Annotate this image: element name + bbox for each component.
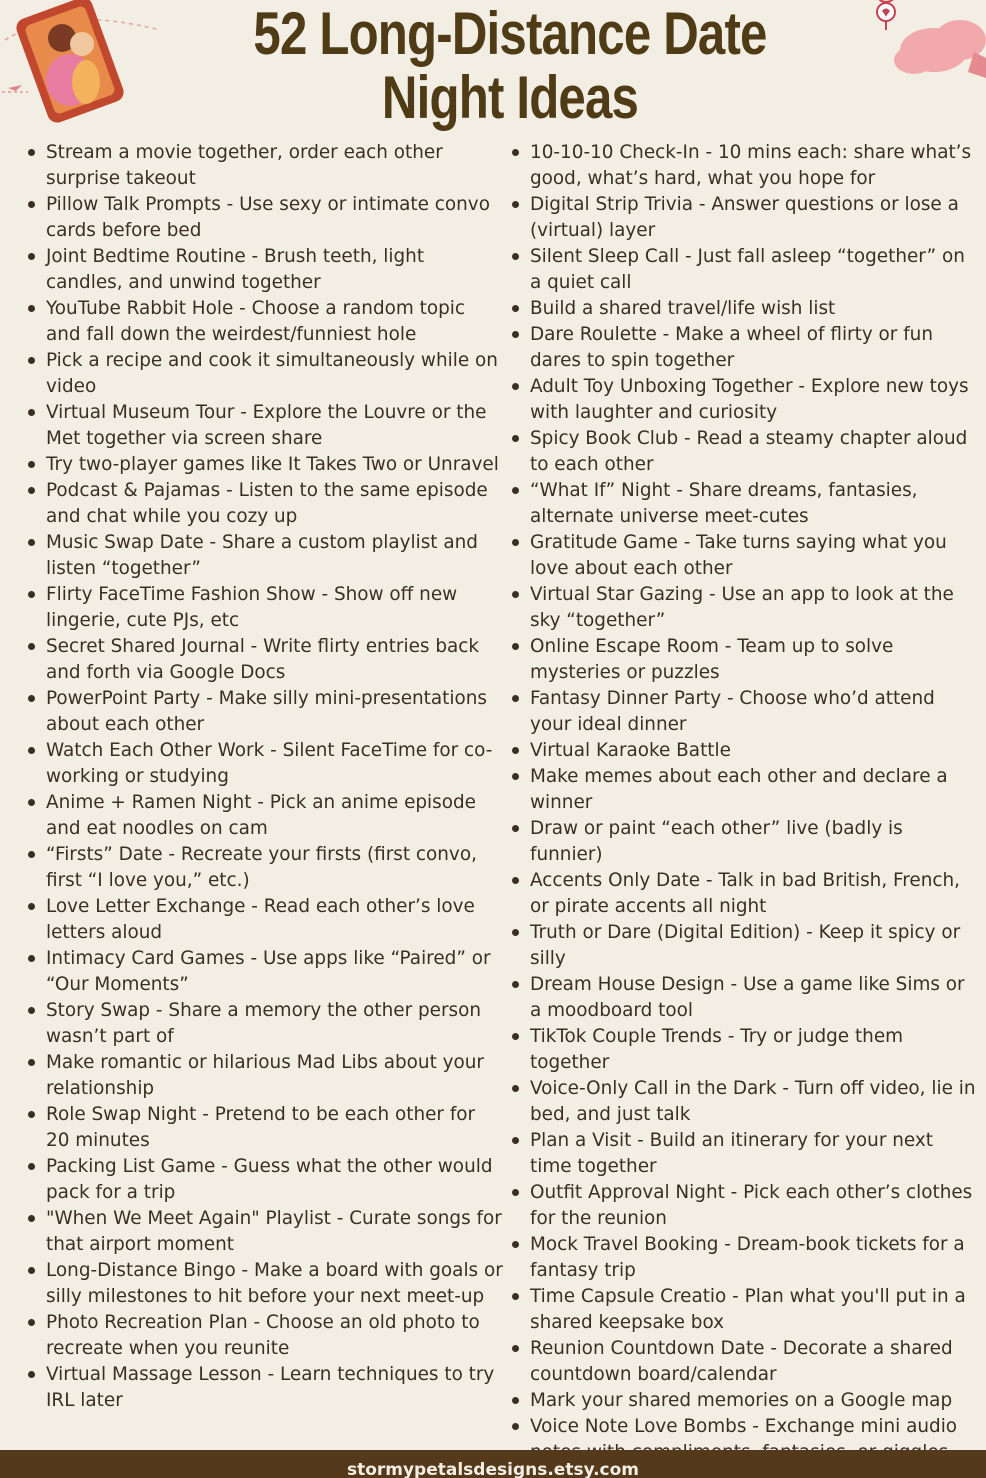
idea-list-item: YouTube Rabbit Hole - Choose a random topic and fall down the weirdest/funniest hole bbox=[26, 296, 504, 348]
idea-list-item: Adult Toy Unboxing Together - Explore new toys with laughter and curiosity bbox=[510, 374, 980, 426]
idea-list-item: Time Capsule Creatio - Plan what you'll put in a shared keepsake box bbox=[510, 1284, 980, 1336]
left-ideas-list bbox=[26, 140, 504, 1414]
idea-list-item: Stream a movie together, order each other surprise takeout bbox=[26, 140, 504, 192]
idea-list-item: Make memes about each other and declare a winner bbox=[510, 764, 980, 816]
idea-list-item: Make romantic or hilarious Mad Libs about your relationship bbox=[26, 1050, 504, 1102]
header bbox=[0, 0, 986, 142]
idea-list-item: Plan a Visit - Build an itinerary for your next time together bbox=[510, 1128, 980, 1180]
idea-list-item: Pillow Talk Prompts - Use sexy or intimate convo cards before bed bbox=[26, 192, 504, 244]
idea-list-item: Story Swap - Share a memory the other person wasn’t part of bbox=[26, 998, 504, 1050]
idea-list-item: Mock Travel Booking - Dream-book tickets for a fantasy trip bbox=[510, 1232, 980, 1284]
idea-list-item: Anime + Ramen Night - Pick an anime episode and eat noodles on cam bbox=[26, 790, 504, 842]
idea-list-item: Music Swap Date - Share a custom playlist and listen “together” bbox=[26, 530, 504, 582]
idea-list-item: Dare Roulette - Make a wheel of flirty or fun dares to spin together bbox=[510, 322, 980, 374]
idea-list-item: Secret Shared Journal - Write flirty entries back and forth via Google Docs bbox=[26, 634, 504, 686]
idea-list-item: Spicy Book Club - Read a steamy chapter aloud to each other bbox=[510, 426, 980, 478]
idea-list-item: Intimacy Card Games - Use apps like “Paired” or “Our Moments” bbox=[26, 946, 504, 998]
idea-list-item: Voice Note Love Bombs - Exchange mini audio bbox=[510, 1414, 980, 1466]
idea-list-item: Pick a recipe and cook it simultaneously while on video bbox=[26, 348, 504, 400]
idea-list-item: Podcast & Pajamas - Listen to the same episode and chat while you cozy up bbox=[26, 478, 504, 530]
idea-list-item: Reunion Countdown Date - Decorate a shared countdown board/calendar bbox=[510, 1336, 980, 1388]
idea-list-item: Watch Each Other Work - Silent FaceTime for co-working or studying bbox=[26, 738, 504, 790]
idea-list-item: Dream House Design - Use a game like Sims or a moodboard tool bbox=[510, 972, 980, 1024]
right-ideas-list bbox=[510, 140, 980, 1466]
cloud-map-pin-icon bbox=[856, 0, 986, 90]
idea-list-item: Draw or paint “each other” live (badly is funnier) bbox=[510, 816, 980, 868]
idea-list-item: Packing List Game - Guess what the other would pack for a trip bbox=[26, 1154, 504, 1206]
idea-list-item: Virtual Massage Lesson - Learn techniques to try IRL later bbox=[26, 1362, 504, 1414]
shop-url: stormypetalsdesigns.etsy.com bbox=[346, 1460, 640, 1478]
idea-list-item: “What If” Night - Share dreams, fantasies, alternate universe meet-cutes bbox=[510, 478, 980, 530]
idea-list-item: Role Swap Night - Pretend to be each other for 20 minutes bbox=[26, 1102, 504, 1154]
idea-list-item: Love Letter Exchange - Read each other’s love letters aloud bbox=[26, 894, 504, 946]
idea-list-item: Online Escape Room - Team up to solve mysteries or puzzles bbox=[510, 634, 980, 686]
idea-list-item: Truth or Dare (Digital Edition) - Keep it spicy or silly bbox=[510, 920, 980, 972]
idea-list-item: Photo Recreation Plan - Choose an old photo to recreate when you reunite bbox=[26, 1310, 504, 1362]
page-title: 52 Long-Distance Date Night Ideas bbox=[253, 0, 767, 131]
footer-bar bbox=[0, 1450, 986, 1478]
idea-list-item: PowerPoint Party - Make silly mini-presentations about each other bbox=[26, 686, 504, 738]
idea-list-item: Mark your shared memories on a Google map bbox=[510, 1388, 980, 1414]
ideas-columns bbox=[0, 140, 986, 1440]
idea-list-item: 10-10-10 Check-In - 10 mins each: share what’s good, what’s hard, what you hope for bbox=[510, 140, 980, 192]
idea-list-item: Try two-player games like It Takes Two or Unravel bbox=[26, 452, 504, 478]
idea-list-item: "When We Meet Again" Playlist - Curate songs for that airport moment bbox=[26, 1206, 504, 1258]
idea-list-item: Virtual Star Gazing - Use an app to look at the sky “together” bbox=[510, 582, 980, 634]
idea-list-item: Fantasy Dinner Party - Choose who’d attend your ideal dinner bbox=[510, 686, 980, 738]
idea-list-item: Long-Distance Bingo - Make a board with goals or silly milestones to hit before your next meet-up bbox=[26, 1258, 504, 1310]
idea-list-item: Silent Sleep Call - Just fall asleep “together” on a quiet call bbox=[510, 244, 980, 296]
idea-list-item: Accents Only Date - Talk in bad British, French, or pirate accents all night bbox=[510, 868, 980, 920]
couple-phone-illustration-icon bbox=[0, 0, 170, 130]
idea-list-item: Joint Bedtime Routine - Brush teeth, light candles, and unwind together bbox=[26, 244, 504, 296]
idea-list-item: Gratitude Game - Take turns saying what you love about each other bbox=[510, 530, 980, 582]
idea-list-item: Flirty FaceTime Fashion Show - Show off new lingerie, cute PJs, etc bbox=[26, 582, 504, 634]
idea-list-item: Virtual Museum Tour - Explore the Louvre or the Met together via screen share bbox=[26, 400, 504, 452]
idea-list-item: TikTok Couple Trends - Try or judge them together bbox=[510, 1024, 980, 1076]
idea-list-item: Virtual Karaoke Battle bbox=[510, 738, 980, 764]
idea-list-item: Digital Strip Trivia - Answer questions or lose a (virtual) layer bbox=[510, 192, 980, 244]
idea-list-item: “Firsts” Date - Recreate your firsts (first convo, first “I love you,” etc.) bbox=[26, 842, 504, 894]
idea-list-item: Outfit Approval Night - Pick each other’s clothes for the reunion bbox=[510, 1180, 980, 1232]
idea-list-item: Build a shared travel/life wish list bbox=[510, 296, 980, 322]
idea-list-item: Voice-Only Call in the Dark - Turn off video, lie in bed, and just talk bbox=[510, 1076, 980, 1128]
